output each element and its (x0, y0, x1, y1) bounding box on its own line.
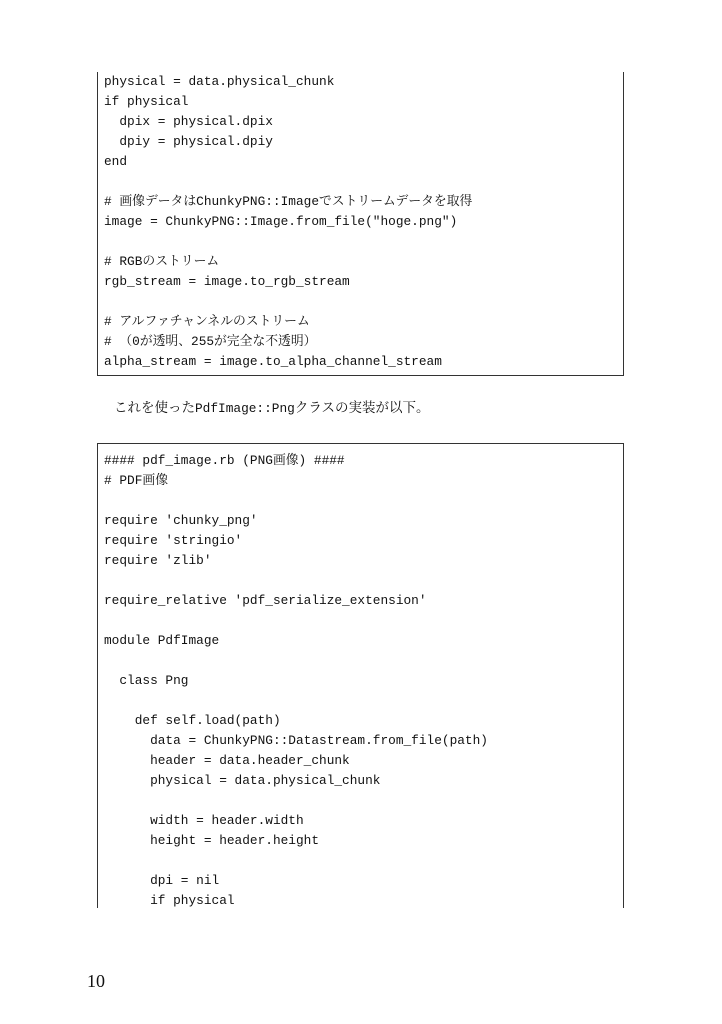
code-line: physical = data.physical_chunk (104, 773, 381, 788)
code-line: data = ChunkyPNG::Datastream.from_file(path) (104, 733, 488, 748)
code-line: end (104, 154, 128, 169)
body-paragraph (114, 398, 429, 419)
code-line (104, 232, 623, 252)
code-block-continued (97, 72, 624, 376)
code-line: module PdfImage (104, 633, 220, 648)
code-line: rgb_stream = image.to_rgb_stream (104, 274, 350, 289)
code-line: if physical (104, 893, 235, 908)
code-line: class Png (104, 673, 189, 688)
code-line (104, 491, 623, 511)
code-line: alpha_stream = image.to_alpha_channel_stream (104, 354, 442, 369)
code-line: require_relative 'pdf_serialize_extension' (104, 593, 427, 608)
code-line (104, 292, 623, 312)
code-line: # PDF画像 (104, 473, 168, 488)
code-line (104, 172, 623, 192)
code-line: if physical (104, 94, 189, 109)
code-line: # （0が透明、255が完全な不透明） (104, 334, 317, 349)
code-line: # RGBのストリーム (104, 254, 220, 269)
code-line: physical = data.physical_chunk (104, 74, 335, 89)
code-line (104, 651, 623, 671)
code-line (104, 611, 623, 631)
code-line: dpiy = physical.dpiy (104, 134, 273, 149)
code-line (104, 791, 623, 811)
code-line: dpi = nil (104, 873, 220, 888)
code-line: image = ChunkyPNG::Image.from_file("hoge.png") (104, 214, 458, 229)
code-line (104, 851, 623, 871)
code-line: # 画像データはChunkyPNG::Imageでストリームデータを取得 (104, 194, 473, 209)
code-line: dpix = physical.dpix (104, 114, 273, 129)
code-line: #### pdf_image.rb (PNG画像) #### (104, 453, 345, 468)
paragraph-inline-code: PdfImage::Png (195, 401, 295, 416)
code-line: header = data.header_chunk (104, 753, 350, 768)
code-line (104, 571, 623, 591)
paragraph-text: これを使った (114, 400, 195, 416)
code-line: require 'stringio' (104, 533, 243, 548)
code-line: require 'chunky_png' (104, 513, 258, 528)
code-line (104, 691, 623, 711)
code-line: # アルファチャンネルのストリーム (104, 314, 310, 329)
code-line: def self.load(path) (104, 713, 281, 728)
paragraph-text: クラスの実装が以下。 (294, 400, 430, 416)
code-line: require 'zlib' (104, 553, 212, 568)
page-number: 10 (87, 971, 105, 991)
code-line: width = header.width (104, 813, 304, 828)
code-block-pdf-image (97, 443, 624, 908)
code-line: height = header.height (104, 833, 320, 848)
